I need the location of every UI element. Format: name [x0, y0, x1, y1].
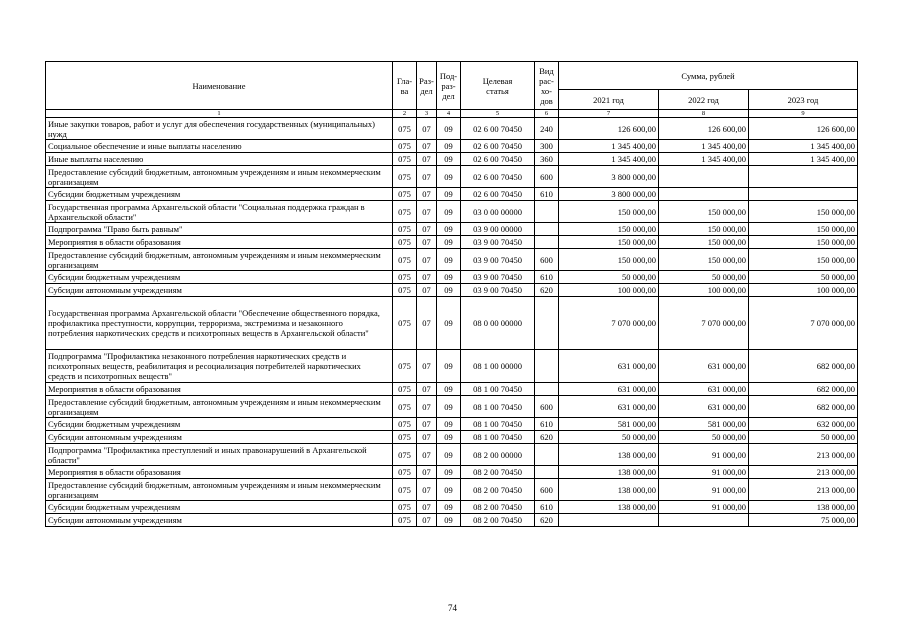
cell-2022: 91 000,00: [659, 501, 749, 514]
budget-table-sheet: [45, 61, 857, 527]
cell-target: 08 0 00 00000: [461, 297, 535, 350]
cell-2022: 91 000,00: [659, 479, 749, 501]
cell-podrazdel: 09: [437, 418, 461, 431]
cell-razdel: 07: [417, 223, 437, 236]
column-number: 3: [417, 110, 437, 118]
cell-glava: 075: [393, 166, 417, 188]
cell-razdel: 07: [417, 249, 437, 271]
cell-razdel: 07: [417, 431, 437, 444]
cell-podrazdel: 09: [437, 236, 461, 249]
table-row: [46, 396, 858, 418]
cell-vid: [535, 236, 559, 249]
header-podrazdel: Под- раз- дел: [437, 62, 461, 110]
cell-2021: 150 000,00: [559, 236, 659, 249]
header-2021: 2021 год: [559, 90, 659, 110]
cell-podrazdel: 09: [437, 297, 461, 350]
cell-glava: 075: [393, 418, 417, 431]
cell-2023: 150 000,00: [749, 201, 858, 223]
cell-name: Субсидии бюджетным учреждениям: [46, 501, 393, 514]
cell-2021: 138 000,00: [559, 466, 659, 479]
cell-glava: 075: [393, 271, 417, 284]
cell-name: Социальное обеспечение и иные выплаты населению: [46, 140, 393, 153]
cell-2023: 100 000,00: [749, 284, 858, 297]
cell-2023: 1 345 400,00: [749, 153, 858, 166]
cell-razdel: 07: [417, 396, 437, 418]
cell-name: Субсидии бюджетным учреждениям: [46, 188, 393, 201]
page-number: 74: [448, 603, 457, 613]
cell-target: 08 2 00 70450: [461, 466, 535, 479]
cell-vid: 240: [535, 118, 559, 140]
cell-2022: 150 000,00: [659, 249, 749, 271]
cell-2022: 150 000,00: [659, 223, 749, 236]
table-row: [46, 188, 858, 201]
header-2022: 2022 год: [659, 90, 749, 110]
cell-razdel: 07: [417, 201, 437, 223]
cell-razdel: 07: [417, 271, 437, 284]
cell-glava: 075: [393, 514, 417, 527]
cell-2023: 138 000,00: [749, 501, 858, 514]
cell-name: Государственная программа Архангельской области "Социальная поддержка граждан в Архангельской области": [46, 201, 393, 223]
cell-2021: [559, 514, 659, 527]
cell-name: Подпрограмма "Профилактика преступлений и иных правонарушений в Архангельской области": [46, 444, 393, 466]
table-row: [46, 383, 858, 396]
cell-name: Иные закупки товаров, работ и услуг для обеспечения государственных (муниципальных) нужд: [46, 118, 393, 140]
cell-razdel: 07: [417, 418, 437, 431]
cell-podrazdel: 09: [437, 396, 461, 418]
cell-vid: [535, 223, 559, 236]
cell-target: 02 6 00 70450: [461, 140, 535, 153]
column-number: 6: [535, 110, 559, 118]
cell-target: 08 1 00 00000: [461, 350, 535, 383]
cell-2021: 100 000,00: [559, 284, 659, 297]
cell-target: 08 2 00 70450: [461, 501, 535, 514]
cell-2023: 126 600,00: [749, 118, 858, 140]
cell-2022: 91 000,00: [659, 444, 749, 466]
cell-2022: 1 345 400,00: [659, 140, 749, 153]
cell-vid: 600: [535, 396, 559, 418]
cell-vid: 610: [535, 271, 559, 284]
table-row: [46, 479, 858, 501]
cell-vid: 610: [535, 418, 559, 431]
cell-2021: 138 000,00: [559, 501, 659, 514]
cell-2021: 631 000,00: [559, 383, 659, 396]
cell-2021: 138 000,00: [559, 479, 659, 501]
cell-2021: 1 345 400,00: [559, 153, 659, 166]
cell-name: Подпрограмма "Профилактика незаконного потребления наркотических средств и психотропных веществ, реабилитация и ресоциализация потребителей наркотических средств и психотропных веществ": [46, 350, 393, 383]
cell-2023: 150 000,00: [749, 236, 858, 249]
cell-vid: 600: [535, 249, 559, 271]
cell-vid: 620: [535, 431, 559, 444]
cell-2021: 138 000,00: [559, 444, 659, 466]
cell-glava: 075: [393, 118, 417, 140]
cell-target: 08 1 00 70450: [461, 431, 535, 444]
cell-glava: 075: [393, 479, 417, 501]
cell-2021: 3 800 000,00: [559, 188, 659, 201]
column-number: 7: [559, 110, 659, 118]
table-row: [46, 201, 858, 223]
cell-2022: 581 000,00: [659, 418, 749, 431]
cell-2023: 1 345 400,00: [749, 140, 858, 153]
cell-name: Государственная программа Архангельской области "Обеспечение общественного порядка, профилактика преступности, коррупции, терроризма, экстремизма и незаконного потребления наркотических средств и психотропных веществ в Архангельской области": [46, 297, 393, 350]
cell-glava: 075: [393, 431, 417, 444]
cell-glava: 075: [393, 396, 417, 418]
cell-glava: 075: [393, 350, 417, 383]
cell-2021: 50 000,00: [559, 431, 659, 444]
cell-vid: 620: [535, 284, 559, 297]
cell-target: 03 0 00 00000: [461, 201, 535, 223]
header-2023: 2023 год: [749, 90, 858, 110]
cell-podrazdel: 09: [437, 383, 461, 396]
cell-glava: 075: [393, 153, 417, 166]
column-number: 4: [437, 110, 461, 118]
table-row: [46, 166, 858, 188]
cell-glava: 075: [393, 297, 417, 350]
table-row: [46, 249, 858, 271]
cell-podrazdel: 09: [437, 271, 461, 284]
cell-name: Субсидии автономным учреждениям: [46, 284, 393, 297]
cell-2022: 631 000,00: [659, 350, 749, 383]
cell-2021: 1 345 400,00: [559, 140, 659, 153]
cell-glava: 075: [393, 236, 417, 249]
table-row: [46, 223, 858, 236]
cell-vid: 610: [535, 501, 559, 514]
column-number: 5: [461, 110, 535, 118]
cell-target: 03 9 00 70450: [461, 236, 535, 249]
cell-razdel: 07: [417, 466, 437, 479]
cell-podrazdel: 09: [437, 431, 461, 444]
cell-target: 03 9 00 70450: [461, 249, 535, 271]
cell-podrazdel: 09: [437, 284, 461, 297]
cell-2022: 91 000,00: [659, 466, 749, 479]
cell-vid: 620: [535, 514, 559, 527]
cell-2023: 632 000,00: [749, 418, 858, 431]
column-number: 9: [749, 110, 858, 118]
cell-2023: 682 000,00: [749, 396, 858, 418]
cell-name: Мероприятия в области образования: [46, 383, 393, 396]
cell-podrazdel: 09: [437, 201, 461, 223]
cell-2023: 50 000,00: [749, 431, 858, 444]
cell-2022: 631 000,00: [659, 383, 749, 396]
cell-name: Предоставление субсидий бюджетным, автономным учреждениям и иным некоммерческим организациям: [46, 479, 393, 501]
cell-name: Субсидии автономным учреждениям: [46, 431, 393, 444]
table-row: [46, 271, 858, 284]
budget-table: [45, 61, 858, 527]
cell-2022: 150 000,00: [659, 201, 749, 223]
cell-2021: 150 000,00: [559, 201, 659, 223]
cell-2022: [659, 514, 749, 527]
cell-2023: 213 000,00: [749, 479, 858, 501]
cell-2023: 75 000,00: [749, 514, 858, 527]
cell-2021: 150 000,00: [559, 249, 659, 271]
table-row: [46, 514, 858, 527]
cell-razdel: 07: [417, 118, 437, 140]
cell-vid: [535, 350, 559, 383]
cell-2023: 213 000,00: [749, 444, 858, 466]
cell-glava: 075: [393, 284, 417, 297]
cell-vid: [535, 297, 559, 350]
cell-razdel: 07: [417, 153, 437, 166]
cell-razdel: 07: [417, 284, 437, 297]
cell-vid: 360: [535, 153, 559, 166]
cell-name: Субсидии бюджетным учреждениям: [46, 418, 393, 431]
cell-razdel: 07: [417, 166, 437, 188]
cell-target: 08 1 00 70450: [461, 396, 535, 418]
table-row: [46, 236, 858, 249]
cell-2022: [659, 166, 749, 188]
cell-podrazdel: 09: [437, 140, 461, 153]
cell-podrazdel: 09: [437, 501, 461, 514]
cell-2021: 50 000,00: [559, 271, 659, 284]
cell-podrazdel: 09: [437, 514, 461, 527]
header-razdel: Раз- дел: [417, 62, 437, 110]
header-name: Наименование: [46, 62, 393, 110]
header-sum: Сумма, рублей: [559, 62, 858, 90]
cell-2023: [749, 166, 858, 188]
cell-2023: 213 000,00: [749, 466, 858, 479]
table-row: [46, 501, 858, 514]
cell-razdel: 07: [417, 479, 437, 501]
cell-2022: 631 000,00: [659, 396, 749, 418]
cell-glava: 075: [393, 444, 417, 466]
cell-razdel: 07: [417, 140, 437, 153]
cell-name: Мероприятия в области образования: [46, 236, 393, 249]
table-row: [46, 444, 858, 466]
column-numbers-row: [46, 110, 858, 118]
cell-glava: 075: [393, 223, 417, 236]
cell-target: 08 2 00 70450: [461, 479, 535, 501]
cell-target: 08 1 00 70450: [461, 418, 535, 431]
cell-2023: 150 000,00: [749, 223, 858, 236]
cell-name: Предоставление субсидий бюджетным, автономным учреждениям и иным некоммерческим организациям: [46, 249, 393, 271]
cell-razdel: 07: [417, 236, 437, 249]
cell-glava: 075: [393, 140, 417, 153]
cell-name: Субсидии бюджетным учреждениям: [46, 271, 393, 284]
cell-2022: 126 600,00: [659, 118, 749, 140]
table-row: [46, 466, 858, 479]
table-row: [46, 118, 858, 140]
column-number: 2: [393, 110, 417, 118]
cell-2022: 7 070 000,00: [659, 297, 749, 350]
cell-name: Подпрограмма "Право быть равным": [46, 223, 393, 236]
cell-podrazdel: 09: [437, 118, 461, 140]
cell-2021: 581 000,00: [559, 418, 659, 431]
cell-podrazdel: 09: [437, 153, 461, 166]
header-glava: Гла- ва: [393, 62, 417, 110]
cell-glava: 075: [393, 466, 417, 479]
cell-2022: 150 000,00: [659, 236, 749, 249]
cell-glava: 075: [393, 201, 417, 223]
cell-target: 02 6 00 70450: [461, 118, 535, 140]
cell-vid: 600: [535, 479, 559, 501]
table-row: [46, 297, 858, 350]
cell-2023: 7 070 000,00: [749, 297, 858, 350]
table-row: [46, 284, 858, 297]
table-row: [46, 350, 858, 383]
cell-name: Мероприятия в области образования: [46, 466, 393, 479]
cell-razdel: 07: [417, 444, 437, 466]
cell-target: 02 6 00 70450: [461, 153, 535, 166]
cell-podrazdel: 09: [437, 249, 461, 271]
cell-2022: 50 000,00: [659, 271, 749, 284]
cell-2023: 150 000,00: [749, 249, 858, 271]
cell-name: Предоставление субсидий бюджетным, автономным учреждениям и иным некоммерческим организациям: [46, 166, 393, 188]
cell-podrazdel: 09: [437, 166, 461, 188]
table-row: [46, 431, 858, 444]
cell-razdel: 07: [417, 501, 437, 514]
cell-podrazdel: 09: [437, 444, 461, 466]
cell-name: Иные выплаты населению: [46, 153, 393, 166]
cell-2021: 150 000,00: [559, 223, 659, 236]
cell-target: 08 2 00 00000: [461, 444, 535, 466]
cell-glava: 075: [393, 501, 417, 514]
cell-vid: 300: [535, 140, 559, 153]
cell-2021: 631 000,00: [559, 396, 659, 418]
cell-glava: 075: [393, 383, 417, 396]
column-number: 8: [659, 110, 749, 118]
cell-2023: [749, 188, 858, 201]
cell-2022: 1 345 400,00: [659, 153, 749, 166]
column-number: 1: [46, 110, 393, 118]
cell-razdel: 07: [417, 350, 437, 383]
cell-razdel: 07: [417, 297, 437, 350]
cell-2023: 682 000,00: [749, 350, 858, 383]
cell-target: 08 1 00 70450: [461, 383, 535, 396]
cell-vid: [535, 201, 559, 223]
cell-podrazdel: 09: [437, 466, 461, 479]
cell-2022: 100 000,00: [659, 284, 749, 297]
cell-podrazdel: 09: [437, 223, 461, 236]
cell-vid: [535, 383, 559, 396]
cell-target: 03 9 00 70450: [461, 284, 535, 297]
cell-target: 02 6 00 70450: [461, 166, 535, 188]
cell-2023: 682 000,00: [749, 383, 858, 396]
cell-2021: 3 800 000,00: [559, 166, 659, 188]
cell-podrazdel: 09: [437, 350, 461, 383]
cell-vid: 600: [535, 166, 559, 188]
cell-2021: 7 070 000,00: [559, 297, 659, 350]
cell-glava: 075: [393, 249, 417, 271]
cell-2022: [659, 188, 749, 201]
cell-podrazdel: 09: [437, 188, 461, 201]
cell-name: Субсидии автономным учреждениям: [46, 514, 393, 527]
cell-2021: 126 600,00: [559, 118, 659, 140]
cell-target: 03 9 00 00000: [461, 223, 535, 236]
cell-vid: [535, 466, 559, 479]
cell-target: 02 6 00 70450: [461, 188, 535, 201]
table-row: [46, 418, 858, 431]
cell-2022: 50 000,00: [659, 431, 749, 444]
cell-razdel: 07: [417, 188, 437, 201]
cell-razdel: 07: [417, 514, 437, 527]
table-row: [46, 153, 858, 166]
cell-podrazdel: 09: [437, 479, 461, 501]
cell-razdel: 07: [417, 383, 437, 396]
budget-table-body: [46, 118, 858, 527]
header-target: Целевая статья: [461, 62, 535, 110]
cell-2023: 50 000,00: [749, 271, 858, 284]
cell-target: 08 2 00 70450: [461, 514, 535, 527]
cell-glava: 075: [393, 188, 417, 201]
cell-name: Предоставление субсидий бюджетным, автономным учреждениям и иным некоммерческим организациям: [46, 396, 393, 418]
cell-target: 03 9 00 70450: [461, 271, 535, 284]
cell-vid: 610: [535, 188, 559, 201]
cell-2021: 631 000,00: [559, 350, 659, 383]
table-row: [46, 140, 858, 153]
cell-vid: [535, 444, 559, 466]
header-vid: Вид рас- хо- дов: [535, 62, 559, 110]
